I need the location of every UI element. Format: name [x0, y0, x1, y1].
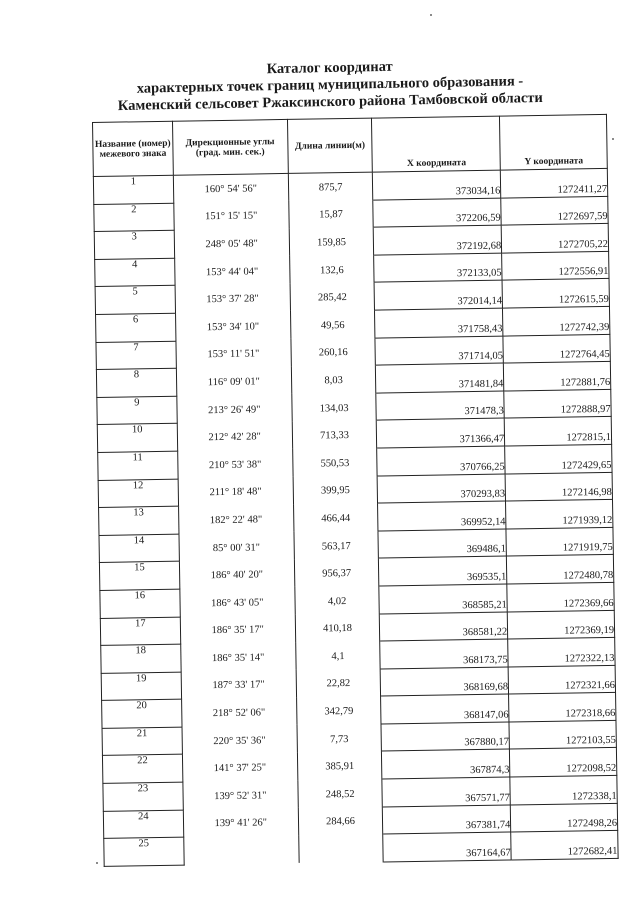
line-length-text: 260,16: [318, 347, 348, 359]
x-coordinate: [382, 749, 510, 779]
point-number-text: 13: [133, 507, 144, 519]
direction-angle-text: 218° 52' 06": [212, 707, 266, 720]
x-coordinate-text: 369535,1: [466, 571, 507, 584]
point-number-text: 12: [132, 479, 144, 491]
point-number: [96, 313, 176, 342]
direction-angle-text: 248° 05' 48": [205, 238, 258, 251]
line-length-text: 22,82: [326, 678, 351, 690]
line-length: [294, 531, 379, 560]
point-number-text: 14: [133, 534, 145, 547]
y-coordinate-text: 1272098,52: [566, 762, 617, 775]
x-coordinate: [375, 280, 503, 310]
line-length: [297, 751, 382, 780]
line-length-text: 713,33: [320, 430, 350, 442]
y-coordinate: [510, 748, 617, 777]
y-coordinate-text: 1272556,91: [558, 266, 609, 279]
direction-angle-text: 139° 41' 26": [214, 817, 268, 830]
y-coordinate-text: 1272429,65: [561, 459, 612, 472]
line-length-text: 15,87: [319, 209, 343, 221]
direction-angle: [183, 808, 298, 837]
line-length: [288, 200, 373, 229]
y-coordinate-text: 1272615,59: [558, 293, 609, 306]
x-coordinate: [381, 722, 509, 752]
line-length-text: 8,03: [324, 375, 343, 387]
header-x: X координата: [372, 116, 501, 172]
title-line-3: Каменский сельсовет Ржаксинского района Тамбовской области: [117, 89, 543, 115]
y-coordinate-text: 1272682,41: [567, 845, 618, 858]
y-coordinate-text: 1271939,12: [562, 514, 613, 527]
y-coordinate: [509, 693, 616, 722]
x-coordinate: [380, 639, 508, 669]
y-coordinate: [501, 196, 608, 225]
point-number-text: 11: [132, 452, 143, 464]
point-number-text: 6: [132, 314, 139, 326]
y-coordinate: [510, 775, 617, 804]
line-length-text: 4,02: [327, 595, 347, 608]
y-coordinate-text: 1272318,66: [565, 707, 616, 720]
x-coordinate-text: 368585,21: [462, 599, 507, 611]
x-coordinate: [376, 363, 504, 393]
x-coordinate-text: 368169,68: [463, 681, 509, 694]
point-number-text: 25: [138, 838, 150, 850]
line-length-text: 466,44: [321, 512, 351, 525]
point-number: [98, 451, 178, 480]
point-number: [98, 479, 178, 508]
x-coordinate-text: 372133,05: [456, 267, 502, 280]
y-coordinate: [502, 251, 609, 280]
header-y: Y координата: [500, 114, 608, 170]
line-length-text: 399,95: [320, 485, 350, 497]
direction-angle-text: 186° 35' 14": [211, 652, 265, 665]
y-coordinate: [509, 720, 616, 749]
direction-angle: [175, 284, 290, 313]
point-number: [94, 230, 174, 259]
y-coordinate-text: 1272498,26: [567, 818, 618, 830]
line-length: [292, 420, 377, 449]
y-coordinate-text: 1272369,66: [563, 597, 614, 610]
direction-angle: [180, 615, 295, 644]
x-coordinate: [378, 529, 506, 559]
line-length-text: 134,03: [319, 402, 349, 415]
line-length: [291, 338, 376, 367]
point-number: [99, 506, 179, 535]
y-coordinate-text: 1272103,55: [565, 735, 616, 748]
y-coordinate: [511, 831, 618, 860]
point-number-text: 8: [133, 369, 140, 381]
direction-angle: [177, 422, 292, 451]
direction-angle-text: 220° 35' 36": [213, 735, 266, 747]
point-number-text: 1: [130, 176, 137, 188]
direction-angle: [174, 256, 289, 285]
point-number-text: 9: [134, 397, 140, 409]
x-coordinate: [378, 474, 506, 504]
point-number-text: 4: [131, 259, 138, 271]
y-coordinate-text: 1272321,66: [564, 680, 616, 692]
line-length-text: 563,17: [321, 540, 351, 552]
point-number: [100, 617, 180, 646]
x-coordinate: [381, 667, 509, 697]
line-length: [291, 365, 376, 394]
x-coordinate: [375, 308, 503, 338]
direction-angle: [177, 394, 292, 423]
line-length-text: 875,7: [318, 182, 343, 194]
y-coordinate-text: 1272480,78: [563, 569, 614, 582]
direction-angle: [184, 836, 299, 865]
point-number: [103, 810, 183, 839]
y-coordinate: [504, 362, 611, 391]
y-coordinate-text: 1272888,97: [560, 404, 611, 417]
y-coordinate-text: 1272742,39: [559, 321, 610, 334]
header-angle: Дирекционные углы (град. мин. сек.): [172, 119, 288, 175]
x-coordinate-text: 373034,16: [455, 185, 501, 197]
x-coordinate-text: 368581,22: [462, 626, 508, 639]
y-coordinate: [501, 224, 608, 253]
direction-angle: [173, 173, 288, 202]
point-number-text: 22: [137, 755, 148, 767]
point-number: [102, 699, 182, 728]
line-length: [293, 503, 378, 532]
line-length: [295, 614, 380, 643]
y-coordinate-text: 1272697,59: [557, 211, 608, 223]
x-coordinate: [374, 253, 502, 283]
line-length: [295, 641, 380, 670]
x-coordinate-text: 367874,3: [469, 764, 510, 777]
direction-angle: [178, 477, 293, 506]
y-coordinate: [504, 389, 611, 418]
direction-angle: [182, 725, 297, 754]
scan-speck: [612, 138, 614, 140]
y-coordinate: [503, 334, 610, 363]
y-coordinate-text: 1272369,19: [564, 624, 615, 637]
point-number: [97, 396, 177, 425]
direction-angle-text: 187° 33' 17": [212, 679, 265, 692]
x-coordinate: [376, 391, 504, 421]
point-number-text: 19: [135, 672, 147, 685]
point-number-text: 7: [133, 341, 139, 353]
y-coordinate: [508, 637, 615, 666]
line-length: [298, 779, 383, 808]
point-number-text: 23: [137, 783, 149, 795]
y-coordinate: [502, 279, 609, 308]
y-coordinate: [505, 472, 612, 501]
line-length-text: 159,85: [316, 237, 347, 249]
x-coordinate: [379, 584, 507, 614]
y-coordinate: [500, 168, 607, 197]
coordinates-table: [92, 114, 619, 867]
direction-angle-text: 160° 54' 56": [204, 183, 258, 196]
x-coordinate: [373, 198, 501, 228]
line-length-text: 7,73: [330, 733, 349, 746]
direction-angle-text: 210° 53' 38": [208, 459, 262, 471]
line-length-text: 285,42: [317, 292, 347, 304]
x-coordinate: [378, 501, 506, 531]
y-coordinate-text: 1272881,76: [560, 376, 611, 389]
direction-angle: [182, 753, 297, 782]
line-length: [291, 393, 376, 422]
line-length-text: 49,56: [320, 319, 345, 332]
y-coordinate: [506, 527, 613, 556]
point-number: [103, 782, 183, 811]
point-number: [102, 727, 182, 756]
x-coordinate: [377, 418, 505, 448]
direction-angle: [183, 780, 298, 809]
y-coordinate-text: 1272146,98: [561, 487, 612, 499]
direction-angle-text: 139° 52' 31": [214, 790, 267, 803]
y-coordinate: [504, 417, 611, 446]
direction-angle: [174, 229, 289, 258]
y-coordinate-text: 1272815,1: [566, 431, 612, 444]
x-coordinate-text: 372206,59: [456, 212, 501, 225]
point-number-text: 21: [136, 728, 148, 740]
point-number-text: 10: [131, 424, 143, 436]
point-number: [99, 561, 179, 590]
x-coordinate-text: 367571,77: [465, 792, 510, 804]
point-number: [95, 258, 175, 287]
point-number: [97, 424, 177, 453]
y-coordinate: [510, 803, 617, 832]
direction-angle: [180, 587, 295, 616]
direction-angle: [176, 367, 291, 396]
x-coordinate-text: 371478,3: [464, 405, 504, 418]
point-number-text: 18: [135, 645, 147, 657]
line-length-text: 132,6: [320, 264, 344, 277]
direction-angle-text: 212° 42' 28": [208, 431, 261, 444]
x-coordinate: [383, 805, 511, 835]
line-length: [296, 696, 381, 725]
x-coordinate: [381, 694, 509, 724]
direction-angle-text: 153° 44' 04": [205, 265, 259, 278]
direction-angle: [179, 532, 294, 561]
y-coordinate-text: 1272764,45: [559, 349, 610, 361]
direction-angle-text: 186° 43' 05": [211, 597, 264, 609]
direction-angle-text: 141° 37' 25": [213, 762, 267, 775]
direction-angle: [178, 449, 293, 478]
point-number: [104, 837, 184, 866]
direction-angle-text: 151° 15' 15": [204, 210, 258, 223]
table-body: [93, 168, 618, 866]
header-length: Длина линии(м): [287, 118, 373, 173]
y-coordinate-text: 1272705,22: [558, 238, 609, 251]
direction-angle: [181, 670, 296, 699]
x-coordinate: [375, 336, 503, 366]
direction-angle: [176, 339, 291, 368]
x-coordinate-text: 367880,17: [464, 736, 510, 749]
y-coordinate-text: 1272411,27: [557, 183, 608, 196]
point-number: [94, 203, 174, 232]
y-coordinate-text: 1272322,13: [564, 652, 615, 665]
line-length: [294, 586, 379, 615]
line-length: [289, 227, 374, 256]
point-number-text: 2: [131, 203, 137, 215]
line-length-text: 385,91: [325, 761, 355, 773]
point-number-text: 5: [132, 286, 138, 298]
point-number: [95, 286, 175, 315]
x-coordinate-text: 370766,25: [459, 461, 505, 473]
line-length: [289, 255, 374, 284]
x-coordinate-text: 371481,84: [458, 378, 504, 391]
point-number: [96, 368, 176, 397]
direction-angle: [175, 311, 290, 340]
y-coordinate-text: 1271919,75: [562, 542, 613, 554]
line-length: [288, 172, 373, 201]
line-length-text: 248,52: [325, 788, 355, 801]
x-coordinate: [377, 446, 505, 476]
x-coordinate-text: 370293,83: [460, 488, 506, 501]
direction-angle: [181, 698, 296, 727]
direction-angle: [178, 505, 293, 534]
y-coordinate: [503, 306, 610, 335]
x-coordinate-text: 369486,1: [466, 543, 507, 556]
line-length: [297, 724, 382, 753]
x-coordinate-text: 368147,06: [463, 709, 509, 722]
point-number-text: 24: [138, 810, 149, 823]
point-number: [100, 589, 180, 618]
direction-angle-text: 85° 00' 31": [212, 541, 261, 554]
line-length-text: 410,18: [323, 623, 353, 635]
direction-angle-text: 186° 35' 17": [211, 624, 265, 637]
x-coordinate: [373, 170, 501, 200]
line-length-text: 284,66: [326, 816, 356, 828]
scan-speck: [430, 14, 432, 16]
point-number: [101, 644, 181, 673]
y-coordinate: [507, 610, 614, 639]
line-length-text: 4,1: [331, 650, 345, 663]
line-length: [294, 558, 379, 587]
line-length: [290, 282, 375, 311]
direction-angle: [181, 642, 296, 671]
line-length: [292, 448, 377, 477]
title-line-1: Каталог координат: [266, 58, 393, 78]
y-coordinate: [505, 444, 612, 473]
x-coordinate: [383, 832, 511, 862]
y-coordinate: [508, 665, 615, 694]
table-header-row: [93, 114, 608, 176]
x-coordinate: [382, 777, 510, 807]
point-number-text: 17: [134, 617, 146, 629]
x-coordinate-text: 367381,74: [465, 819, 511, 832]
y-coordinate: [507, 582, 614, 611]
line-length: [293, 476, 378, 505]
direction-angle-text: 153° 11' 51": [207, 348, 260, 361]
y-coordinate: [507, 555, 614, 584]
header-name: Название (номер) межевого знака: [93, 121, 174, 176]
x-coordinate-text: 371366,47: [459, 433, 505, 446]
line-length: [290, 310, 375, 339]
line-length: [298, 807, 383, 836]
direction-angle: [179, 560, 294, 589]
point-number: [96, 341, 176, 370]
x-coordinate: [374, 225, 502, 255]
title-line-2: характерных точек границ муниципального образования -: [136, 73, 524, 97]
x-coordinate: [379, 556, 507, 586]
x-coordinate: [380, 612, 508, 642]
document-title: [90, 55, 571, 115]
line-length: [296, 669, 381, 698]
point-number-text: 20: [136, 700, 147, 712]
y-coordinate: [506, 499, 613, 528]
point-number-text: 3: [131, 231, 137, 243]
direction-angle-text: 211° 18' 48": [209, 486, 262, 499]
point-number: [99, 534, 179, 563]
line-length: [298, 834, 383, 863]
point-number-text: 16: [134, 590, 146, 602]
y-coordinate-text: 1272338,1: [571, 790, 617, 803]
scan-speck: [96, 862, 98, 864]
line-length-text: 550,53: [320, 457, 350, 470]
point-number: [93, 175, 173, 204]
direction-angle-text: 153° 34' 10": [206, 321, 260, 333]
direction-angle-text: 153° 37' 28": [206, 293, 259, 306]
point-number: [101, 672, 181, 701]
x-coordinate-text: 371714,05: [458, 350, 504, 363]
line-length-text: 956,37: [322, 568, 352, 580]
x-coordinate-text: 369952,14: [460, 516, 506, 528]
x-coordinate-text: 368173,75: [462, 654, 508, 666]
x-coordinate-text: 372014,14: [457, 295, 503, 308]
direction-angle-text: 213° 26' 49": [208, 403, 261, 416]
x-coordinate-text: 371758,43: [457, 323, 503, 335]
x-coordinate-text: 372192,68: [456, 240, 502, 253]
direction-angle-text: 182° 22' 48": [209, 514, 263, 527]
point-number: [102, 755, 182, 784]
direction-angle-text: 186° 40' 20": [210, 569, 264, 582]
x-coordinate-text: 367164,67: [466, 847, 511, 860]
direction-angle-text: 116° 09' 01": [207, 376, 260, 389]
point-number-text: 15: [134, 562, 145, 574]
line-length-text: 342,79: [324, 706, 354, 718]
direction-angle: [174, 201, 289, 230]
